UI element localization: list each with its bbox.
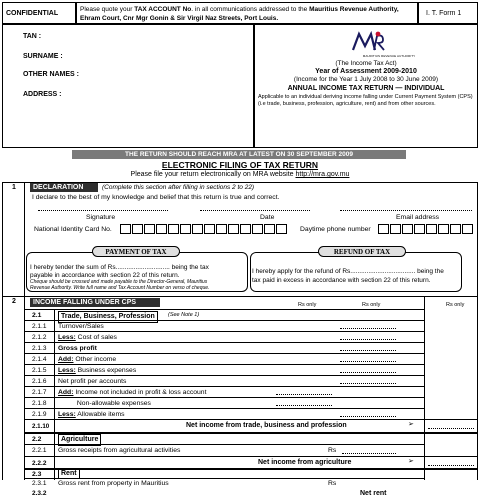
mra-logo-icon bbox=[347, 28, 391, 56]
mra-logo bbox=[347, 28, 391, 56]
section-2-number: 2 bbox=[12, 298, 16, 305]
l222-text: Net income from agriculture bbox=[258, 459, 352, 466]
amount-2-2-1[interactable] bbox=[342, 453, 396, 454]
s21-title: Trade, Business, Profession bbox=[58, 311, 158, 323]
s23-num: 2.3 bbox=[32, 471, 42, 478]
s21-note: (See Note 1) bbox=[168, 312, 200, 318]
payment-title: PAYMENT OF TAX bbox=[92, 246, 180, 257]
year-of-assessment: Year of Assessment 2009-2010 bbox=[315, 68, 417, 75]
l2110-num: 2.1.10 bbox=[32, 423, 50, 430]
l231-text: Gross rent from property in Mauritius bbox=[58, 480, 169, 487]
email-label: Email address bbox=[396, 214, 440, 221]
tan-label: TAN : bbox=[23, 33, 42, 40]
amount-2-1-4[interactable] bbox=[340, 361, 396, 362]
payment-line-4: Revenue Authority. Write full name and Tax Account Number on verso of cheque. bbox=[30, 285, 210, 291]
section-2-title: INCOME FALLING UNDER CPS bbox=[30, 298, 160, 307]
act-label: (The Income Tax Act) bbox=[335, 60, 397, 67]
amount-2-1-2[interactable] bbox=[340, 339, 396, 340]
signature-label: Signature bbox=[86, 214, 116, 221]
amount-2-1-1[interactable] bbox=[340, 328, 396, 329]
arrow-icon: ➢ bbox=[408, 421, 414, 428]
form-id: I. T. Form 1 bbox=[418, 2, 478, 24]
section-1-number: 1 bbox=[12, 184, 16, 191]
amount-2-1-9[interactable] bbox=[340, 416, 396, 417]
payment-line-2: payable in accordance with section 22 of this return. bbox=[30, 272, 180, 279]
surname-label: SURNAME : bbox=[23, 53, 63, 60]
income-year: (Income for the Year 1 July 2008 to 30 June 2009) bbox=[293, 76, 439, 83]
applicable-note: Applicable to an individual deriving income falling under Current Payment System (CPS) (i.e trade, business, profession, agriculture, rent) and from other sources. bbox=[258, 94, 473, 107]
declaration-text: I declare to the best of my knowledge and belief that this return is true and correct. bbox=[32, 194, 280, 201]
logo-caption: MAURITIUS REVENUE AUTHORITY bbox=[362, 54, 416, 58]
s22-num: 2.2 bbox=[32, 436, 42, 443]
amount-2-2-2[interactable] bbox=[428, 465, 474, 466]
other-names-label: OTHER NAMES : bbox=[23, 71, 79, 78]
taxpayer-details-box bbox=[2, 24, 254, 148]
confidential-label: CONFIDENTIAL bbox=[2, 2, 76, 24]
l231-rs: Rs bbox=[328, 480, 337, 487]
l2110-text: Net income from trade, business and profession bbox=[186, 422, 347, 429]
amount-2-1-10[interactable] bbox=[428, 428, 474, 429]
payment-line-1: I hereby tender the sum of Rs.............................. being the tax bbox=[30, 264, 209, 271]
refund-line-1: I hereby apply for the refund of Rs.................................... being the bbox=[252, 268, 444, 275]
phone-input[interactable] bbox=[378, 224, 476, 236]
amount-2-1-7[interactable] bbox=[276, 394, 332, 395]
rs-only-col-1: Rs only bbox=[298, 302, 317, 308]
payment-line-3: Cheque should be crossed and made payable to the Director-General, Mauritius bbox=[30, 279, 208, 285]
mra-header-box bbox=[254, 24, 478, 148]
l221-num: 2.2.1 bbox=[32, 447, 47, 454]
section-1-title: DECLARATION bbox=[30, 183, 98, 192]
tax-account-notice: Please quote your TAX ACCOUNT No. in all communications addressed to the Mauritius Revenue Authority, Ehram Court, Cnr Mgr Gonin & Sir Virgil Naz Streets, Port Louis. bbox=[76, 2, 418, 24]
amount-2-1-3[interactable] bbox=[340, 350, 396, 351]
l232-num: 2.3.2 bbox=[32, 490, 47, 497]
address-label: ADDRESS : bbox=[23, 91, 62, 98]
refund-line-2: tax paid in excess in accordance with section 22 of this return. bbox=[252, 277, 431, 284]
s23-title: Rent bbox=[58, 469, 80, 479]
amount-2-1-8[interactable] bbox=[276, 405, 332, 406]
s21-num: 2.1 bbox=[32, 312, 42, 319]
nic-label: National Identity Card No. bbox=[34, 226, 112, 233]
l221-rs: Rs bbox=[328, 447, 337, 454]
efiling-title: ELECTRONIC FILING OF TAX RETURN bbox=[161, 160, 319, 170]
l221-text: Gross receipts from agricultural activities bbox=[58, 447, 181, 454]
rs-only-col-2: Rs only bbox=[362, 302, 381, 308]
section-1-note: (Complete this section after filling in sections 2 to 22) bbox=[102, 184, 255, 191]
refund-title: REFUND OF TAX bbox=[318, 246, 406, 257]
efiling-subtitle: Please file your return electronically on MRA website http://mra.gov.mu bbox=[130, 171, 350, 178]
return-title: ANNUAL INCOME TAX RETURN — INDIVIDUAL bbox=[287, 85, 445, 92]
deadline-banner: THE RETURN SHOULD REACH MRA AT LATEST ON 30 SEPTEMBER 2009 bbox=[72, 150, 406, 159]
l231-num: 2.3.1 bbox=[32, 480, 47, 487]
arrow-icon: ➢ bbox=[408, 458, 414, 465]
l222-num: 2.2.2 bbox=[32, 460, 47, 467]
amount-2-1-6[interactable] bbox=[340, 383, 396, 384]
mra-website-link[interactable]: http://mra.gov.mu bbox=[295, 171, 350, 178]
date-label: Date bbox=[260, 214, 275, 221]
nic-input[interactable] bbox=[120, 224, 296, 236]
phone-label: Daytime phone number bbox=[300, 226, 371, 233]
s22-title: Agriculture bbox=[58, 434, 101, 446]
l232-text: Net rent bbox=[360, 490, 387, 497]
amount-2-1-5[interactable] bbox=[340, 372, 396, 373]
rs-only-col-3: Rs only bbox=[446, 302, 465, 308]
